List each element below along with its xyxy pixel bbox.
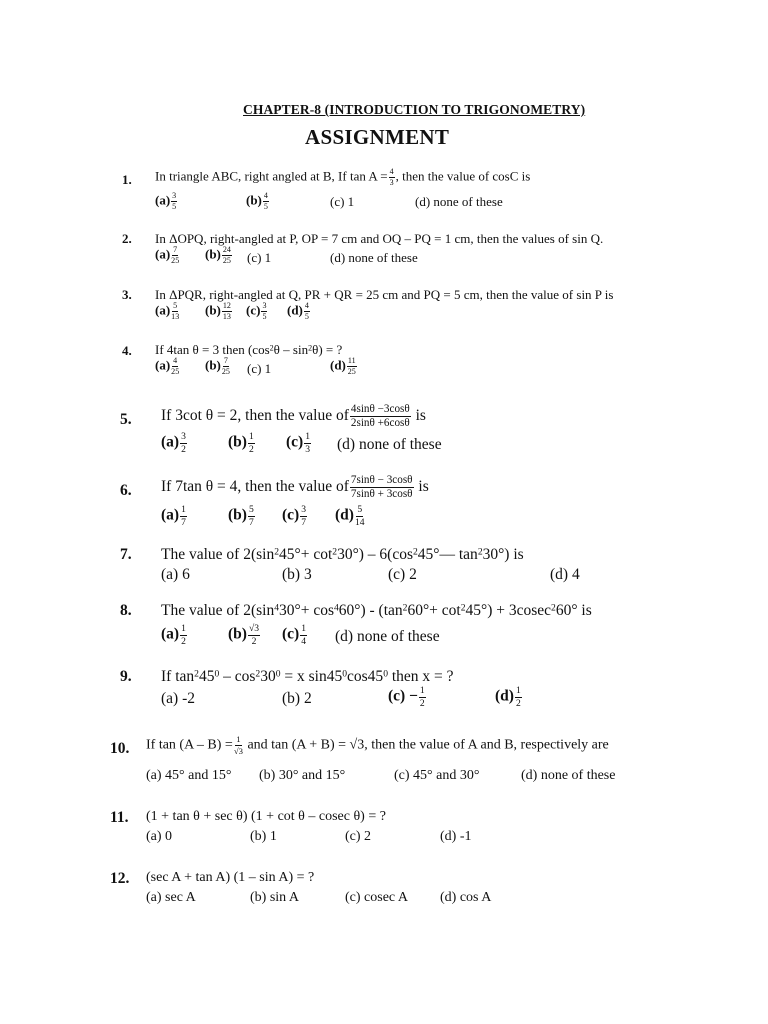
question-text: In ΔOPQ, right-angled at P, OP = 7 cm and OQ – PQ = 1 cm, then the values of sin Q.: [155, 231, 604, 246]
question-text: The value of $2(\sin^245^\circ+ \cot^230^\circ)$ – $6(\cos^245^\circ—$ $\tan^230^\circ$) is: [161, 546, 524, 563]
option-d: (d) none of these: [337, 436, 442, 453]
option-c: (c) 2: [388, 566, 417, 583]
option-a: (a) sec A: [146, 890, 196, 905]
option-b: (b) 1: [250, 829, 277, 844]
option-a: (a) $\frac{3}{2}$: [161, 431, 186, 455]
option-c: (c) $\frac{1}{4}$: [282, 623, 306, 647]
question-number: 7.: [120, 546, 132, 563]
option-b: (b) 3: [282, 566, 312, 583]
question-text: (sec A + tan A) (1 – sin A) = ?: [146, 870, 315, 885]
option-b: (b) $\frac{4}{5}$: [246, 191, 268, 212]
option-a: (a) 45° and 15°: [146, 768, 232, 783]
question-text: If 4tan θ = 3 then $(\cos^2\theta - \sin^2\theta)$ = ?: [155, 342, 343, 357]
option-d: (d) $\frac{4}{5}$: [287, 301, 309, 322]
question-text: If $\tan^245^0 - \cos^230^0 = x$ $\sin 45^0\cos 45^0$ then x = ?: [161, 668, 454, 685]
option-d: (d) $\frac{1}{2}$: [495, 685, 521, 709]
option-b: (b) $\frac{1}{2}$: [228, 431, 254, 455]
question-text: If tan (A – B) = $\frac{1}{√3}$ and tan (A + B) = √3, then the value of A and B, respectively are: [146, 734, 609, 756]
option-a: (a) 6: [161, 566, 190, 583]
option-d: (d) none of these: [335, 628, 440, 645]
option-d: (d) cos A: [440, 890, 492, 905]
option-c: (c) 1: [330, 194, 355, 209]
option-c: (c) cosec A: [345, 890, 408, 905]
option-b: (b) $\frac{12}{13}$: [205, 301, 231, 322]
option-a: (a) $\frac{1}{2}$: [161, 623, 186, 647]
question-number: 4.: [122, 343, 132, 358]
option-b: (b) $\frac{√3}{2}$: [228, 623, 260, 647]
chapter-title: CHAPTER-8 (INTRODUCTION TO TRIGONOMETRY): [243, 102, 586, 117]
option-d: (d) none of these: [521, 768, 616, 783]
option-d: (d) -1: [440, 829, 472, 844]
option-d: (d) $\frac{5}{14}$: [335, 504, 365, 528]
option-c: (c) $\frac{3}{5}$: [246, 301, 267, 322]
option-c: (c) 2: [345, 829, 372, 844]
option-c: (c) 1: [247, 250, 272, 265]
question-number: 1.: [122, 172, 132, 187]
option-a: (a) $\frac{7}{25}$: [155, 245, 180, 266]
question-number: 10.: [110, 740, 130, 757]
question-number: 12.: [110, 870, 130, 887]
question-number: 6.: [120, 482, 132, 499]
option-a: (a) $\frac{1}{7}$: [161, 504, 186, 528]
question-number: 3.: [122, 287, 132, 302]
question-text: If 3cot θ = 2, then the value of $\frac{4\sin\theta -3\cos\theta}{2\sin\theta +6\cos\theta}$ is: [161, 403, 426, 430]
question-number: 9.: [120, 668, 132, 685]
option-b: (b) 2: [282, 690, 312, 707]
option-b: (b) 30° and 15°: [259, 768, 346, 783]
question-number: 11.: [110, 809, 129, 826]
option-d: (d) $\frac{11}{25}$: [330, 356, 356, 377]
option-c: (c) 45° and 30°: [394, 768, 480, 783]
question-number: 8.: [120, 602, 132, 619]
question-text: In ΔPQR, right-angled at Q, PR + QR = 25 cm and PQ = 5 cm, then the value of sin P is: [155, 287, 614, 302]
option-a: (a) $\frac{5}{13}$: [155, 301, 180, 322]
option-a: (a) $\frac{3}{5}$: [155, 191, 177, 212]
option-b: (b) $\frac{7}{25}$: [205, 356, 230, 377]
option-c: (c) $\frac{1}{3}$: [286, 431, 310, 455]
option-a: (a) -2: [161, 690, 195, 707]
question-text: The value of $2(\sin^430^\circ+ \cos^460^\circ) - (\tan^260^\circ+ \cot^245^\circ) + 3cosec^260^\circ$ is: [161, 602, 592, 619]
option-b: (b) sin A: [250, 890, 299, 905]
option-c: (c) − $\frac{1}{2}$: [388, 685, 425, 709]
option-d: (d) none of these: [330, 250, 418, 265]
question-text: (1 + tan θ + sec θ) (1 + cot θ – cosec θ) = ?: [146, 809, 386, 824]
question-text: In triangle ABC, right angled at B, If tan A = $\frac{4}{3}$ , then the value of cosC is: [155, 167, 531, 188]
option-c: (c) 1: [247, 361, 272, 376]
option-b: (b) $\frac{5}{7}$: [228, 504, 254, 528]
option-c: (c) $\frac{3}{7}$: [282, 504, 306, 528]
question-number: 5.: [120, 411, 132, 428]
page-heading: ASSIGNMENT: [305, 125, 450, 149]
option-d: (d) none of these: [415, 194, 503, 209]
question-number: 2.: [122, 231, 132, 246]
option-a: (a) 0: [146, 829, 173, 844]
option-d: (d) 4: [550, 566, 580, 583]
question-text: If 7tan θ = 4, then the value of $\frac{7\sin\theta - 3\cos\theta}{7\sin\theta + 3\cos\theta}$ is: [161, 474, 429, 501]
option-a: (a) $\frac{4}{25}$: [155, 356, 180, 377]
option-b: (b) $\frac{24}{25}$: [205, 245, 231, 266]
